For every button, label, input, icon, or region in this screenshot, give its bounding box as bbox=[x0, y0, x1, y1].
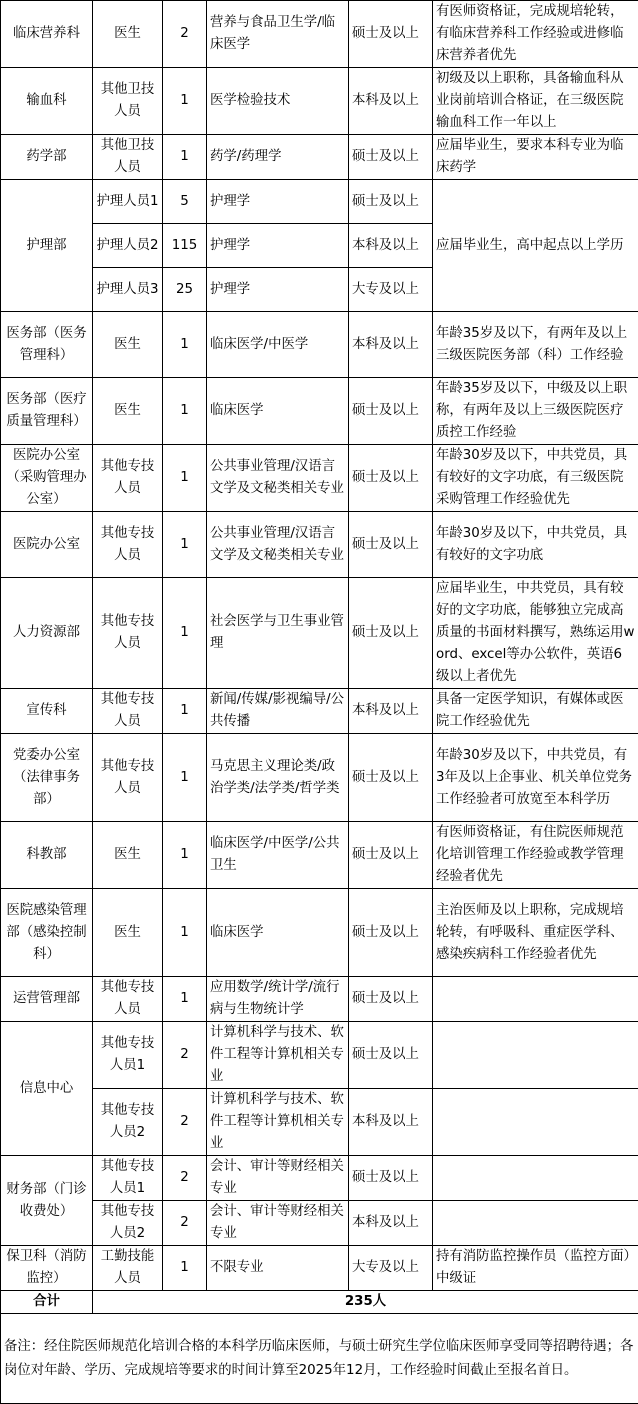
edu-cell: 本科及以上 bbox=[349, 224, 433, 268]
type-cell: 其他专技人员 bbox=[93, 445, 163, 512]
type-cell: 其他专技人员 bbox=[93, 512, 163, 578]
dept-cell: 科教部 bbox=[1, 822, 93, 889]
count-cell: 2 bbox=[163, 1022, 207, 1089]
count-cell: 115 bbox=[163, 224, 207, 268]
dept-cell: 党委办公室（法律事务部） bbox=[1, 734, 93, 822]
type-cell: 其他专技人员 bbox=[93, 734, 163, 822]
count-cell: 2 bbox=[163, 1201, 207, 1246]
req-cell: 应届毕业生，中共党员，具有较好的文字功底，能够独立完成高质量的书面材料撰写，熟练运用word、excel等办公软件，英语6级以上者优先 bbox=[433, 578, 638, 689]
dept-cell: 医院感染管理部（感染控制科） bbox=[1, 889, 93, 977]
count-cell: 1 bbox=[163, 977, 207, 1022]
req-cell bbox=[433, 1156, 638, 1201]
type-cell: 其他专技人员 bbox=[93, 977, 163, 1022]
edu-cell: 硕士及以上 bbox=[349, 889, 433, 977]
count-cell: 1 bbox=[163, 512, 207, 578]
count-cell: 1 bbox=[163, 689, 207, 734]
type-cell: 其他专技人员1 bbox=[93, 1156, 163, 1201]
table-row bbox=[1, 977, 638, 1022]
type-cell: 医生 bbox=[93, 312, 163, 378]
dept-cell: 医院办公室 bbox=[1, 512, 93, 578]
dept-cell: 信息中心 bbox=[1, 1022, 93, 1156]
major-cell: 应用数学/统计学/流行病与生物统计学 bbox=[207, 977, 349, 1022]
edu-cell: 硕士及以上 bbox=[349, 1022, 433, 1089]
major-cell: 医学检验技术 bbox=[207, 68, 349, 135]
table-row bbox=[1, 378, 638, 445]
req-cell bbox=[433, 1022, 638, 1089]
edu-cell: 大专及以上 bbox=[349, 268, 433, 312]
count-cell: 1 bbox=[163, 1246, 207, 1291]
major-cell: 会计、审计等财经相关专业 bbox=[207, 1201, 349, 1246]
table-row bbox=[1, 68, 638, 135]
edu-cell: 硕士及以上 bbox=[349, 822, 433, 889]
dept-cell: 人力资源部 bbox=[1, 578, 93, 689]
table-row bbox=[1, 1, 638, 68]
req-cell bbox=[433, 1201, 638, 1246]
table-row bbox=[1, 1156, 638, 1201]
major-cell: 计算机科学与技术、软件工程等计算机相关专业 bbox=[207, 1089, 349, 1156]
count-cell: 25 bbox=[163, 268, 207, 312]
major-cell: 临床医学/中医学 bbox=[207, 312, 349, 378]
table-row bbox=[1, 578, 638, 689]
req-cell: 具备一定医学知识，有媒体或医院工作经验优先 bbox=[433, 689, 638, 734]
major-cell: 护理学 bbox=[207, 180, 349, 224]
edu-cell: 本科及以上 bbox=[349, 1201, 433, 1246]
dept-cell: 医务部（医务管理科） bbox=[1, 312, 93, 378]
major-cell: 会计、审计等财经相关专业 bbox=[207, 1156, 349, 1201]
count-cell: 1 bbox=[163, 378, 207, 445]
major-cell: 计算机科学与技术、软件工程等计算机相关专业 bbox=[207, 1022, 349, 1089]
count-cell: 2 bbox=[163, 1089, 207, 1156]
major-cell: 不限专业 bbox=[207, 1246, 349, 1291]
edu-cell: 本科及以上 bbox=[349, 1089, 433, 1156]
req-cell: 年龄30岁及以下，中共党员，有3年及以上企事业、机关单位党务工作经验者可放宽至本科学历 bbox=[433, 734, 638, 822]
count-cell: 1 bbox=[163, 68, 207, 135]
total-value: 235人 bbox=[93, 1291, 638, 1314]
count-cell: 2 bbox=[163, 1, 207, 68]
total-label: 合计 bbox=[1, 1291, 93, 1314]
type-cell: 护理人员2 bbox=[93, 224, 163, 268]
dept-cell: 医务部（医疗质量管理科） bbox=[1, 378, 93, 445]
table-row bbox=[1, 822, 638, 889]
dept-cell: 医院办公室（采购管理办公室） bbox=[1, 445, 93, 512]
req-cell: 有医师资格证，有住院医师规范化培训管理工作经验或教学管理经验者优先 bbox=[433, 822, 638, 889]
edu-cell: 硕士及以上 bbox=[349, 378, 433, 445]
dept-cell: 输血科 bbox=[1, 68, 93, 135]
edu-cell: 本科及以上 bbox=[349, 312, 433, 378]
table-row bbox=[1, 1022, 638, 1089]
table-row bbox=[1, 135, 638, 180]
major-cell: 护理学 bbox=[207, 224, 349, 268]
dept-cell: 药学部 bbox=[1, 135, 93, 180]
type-cell: 医生 bbox=[93, 1, 163, 68]
req-cell: 应届毕业生，高中起点以上学历 bbox=[433, 180, 638, 312]
dept-cell: 财务部（门诊收费处） bbox=[1, 1156, 93, 1246]
major-cell: 新闻/传媒/影视编导/公共传播 bbox=[207, 689, 349, 734]
type-cell: 医生 bbox=[93, 378, 163, 445]
major-cell: 临床医学/中医学/公共卫生 bbox=[207, 822, 349, 889]
edu-cell: 硕士及以上 bbox=[349, 445, 433, 512]
req-cell: 年龄35岁及以下，有两年及以上三级医院医务部（科）工作经验 bbox=[433, 312, 638, 378]
major-cell: 营养与食品卫生学/临床医学 bbox=[207, 1, 349, 68]
req-cell: 应届毕业生，要求本科专业为临床药学 bbox=[433, 135, 638, 180]
dept-cell: 护理部 bbox=[1, 180, 93, 312]
req-cell: 年龄30岁及以下，中共党员，具有较好的文字功底 bbox=[433, 512, 638, 578]
table-row bbox=[1, 734, 638, 822]
count-cell: 1 bbox=[163, 889, 207, 977]
type-cell: 护理人员1 bbox=[93, 180, 163, 224]
edu-cell: 硕士及以上 bbox=[349, 578, 433, 689]
major-cell: 药学/药理学 bbox=[207, 135, 349, 180]
note-text: 备注：经住院医师规范化培训合格的本科学历临床医师，与硕士研究生学位临床医师享受同等招聘待遇；各岗位对年龄、学历、完成规培等要求的时间计算至2025年12月，工作经验时间截止至报名首日。 bbox=[1, 1314, 638, 1404]
type-cell: 其他卫技人员 bbox=[93, 68, 163, 135]
req-cell: 初级及以上职称，具备输血科从业岗前培训合格证，在三级医院输血科工作一年以上 bbox=[433, 68, 638, 135]
edu-cell: 硕士及以上 bbox=[349, 977, 433, 1022]
edu-cell: 硕士及以上 bbox=[349, 512, 433, 578]
req-cell: 年龄30岁及以下，中共党员，具有较好的文字功底，有三级医院采购管理工作经验优先 bbox=[433, 445, 638, 512]
req-cell bbox=[433, 1089, 638, 1156]
table-row bbox=[1, 445, 638, 512]
edu-cell: 硕士及以上 bbox=[349, 180, 433, 224]
table-row bbox=[1, 1089, 638, 1156]
count-cell: 1 bbox=[163, 312, 207, 378]
edu-cell: 本科及以上 bbox=[349, 68, 433, 135]
req-cell: 有医师资格证，完成规培轮转，有临床营养科工作经验或进修临床营养者优先 bbox=[433, 1, 638, 68]
count-cell: 1 bbox=[163, 445, 207, 512]
edu-cell: 硕士及以上 bbox=[349, 1, 433, 68]
table-row bbox=[1, 689, 638, 734]
edu-cell: 硕士及以上 bbox=[349, 734, 433, 822]
total-row bbox=[1, 1291, 638, 1314]
type-cell: 其他专技人员 bbox=[93, 578, 163, 689]
major-cell: 公共事业管理/汉语言文学及文秘类相关专业 bbox=[207, 512, 349, 578]
count-cell: 1 bbox=[163, 734, 207, 822]
edu-cell: 大专及以上 bbox=[349, 1246, 433, 1291]
dept-cell: 运营管理部 bbox=[1, 977, 93, 1022]
type-cell: 护理人员3 bbox=[93, 268, 163, 312]
edu-cell: 本科及以上 bbox=[349, 689, 433, 734]
note-row bbox=[1, 1314, 638, 1404]
dept-cell: 保卫科（消防监控） bbox=[1, 1246, 93, 1291]
count-cell: 2 bbox=[163, 1156, 207, 1201]
major-cell: 临床医学 bbox=[207, 889, 349, 977]
count-cell: 1 bbox=[163, 822, 207, 889]
type-cell: 工勤技能人员 bbox=[93, 1246, 163, 1291]
type-cell: 其他专技人员1 bbox=[93, 1022, 163, 1089]
table-row bbox=[1, 312, 638, 378]
dept-cell: 宣传科 bbox=[1, 689, 93, 734]
req-cell: 持有消防监控操作员（监控方面）中级证 bbox=[433, 1246, 638, 1291]
count-cell: 1 bbox=[163, 578, 207, 689]
dept-cell: 临床营养科 bbox=[1, 1, 93, 68]
req-cell: 年龄35岁及以下，中级及以上职称，有两年及以上三级医院医疗质控工作经验 bbox=[433, 378, 638, 445]
edu-cell: 硕士及以上 bbox=[349, 1156, 433, 1201]
major-cell: 公共事业管理/汉语言文学及文秘类相关专业 bbox=[207, 445, 349, 512]
req-cell bbox=[433, 977, 638, 1022]
major-cell: 临床医学 bbox=[207, 378, 349, 445]
table-row bbox=[1, 1246, 638, 1291]
type-cell: 其他专技人员 bbox=[93, 689, 163, 734]
type-cell: 医生 bbox=[93, 822, 163, 889]
table-row bbox=[1, 180, 638, 224]
major-cell: 马克思主义理论类/政治学类/法学类/哲学类 bbox=[207, 734, 349, 822]
major-cell: 护理学 bbox=[207, 268, 349, 312]
type-cell: 医生 bbox=[93, 889, 163, 977]
count-cell: 5 bbox=[163, 180, 207, 224]
table-row bbox=[1, 512, 638, 578]
table-row bbox=[1, 1201, 638, 1246]
type-cell: 其他专技人员2 bbox=[93, 1201, 163, 1246]
major-cell: 社会医学与卫生事业管理 bbox=[207, 578, 349, 689]
req-cell: 主治医师及以上职称，完成规培轮转，有呼吸科、重症医学科、感染疾病科工作经验者优先 bbox=[433, 889, 638, 977]
edu-cell: 硕士及以上 bbox=[349, 135, 433, 180]
table-row bbox=[1, 889, 638, 977]
type-cell: 其他卫技人员 bbox=[93, 135, 163, 180]
type-cell: 其他专技人员2 bbox=[93, 1089, 163, 1156]
count-cell: 1 bbox=[163, 135, 207, 180]
